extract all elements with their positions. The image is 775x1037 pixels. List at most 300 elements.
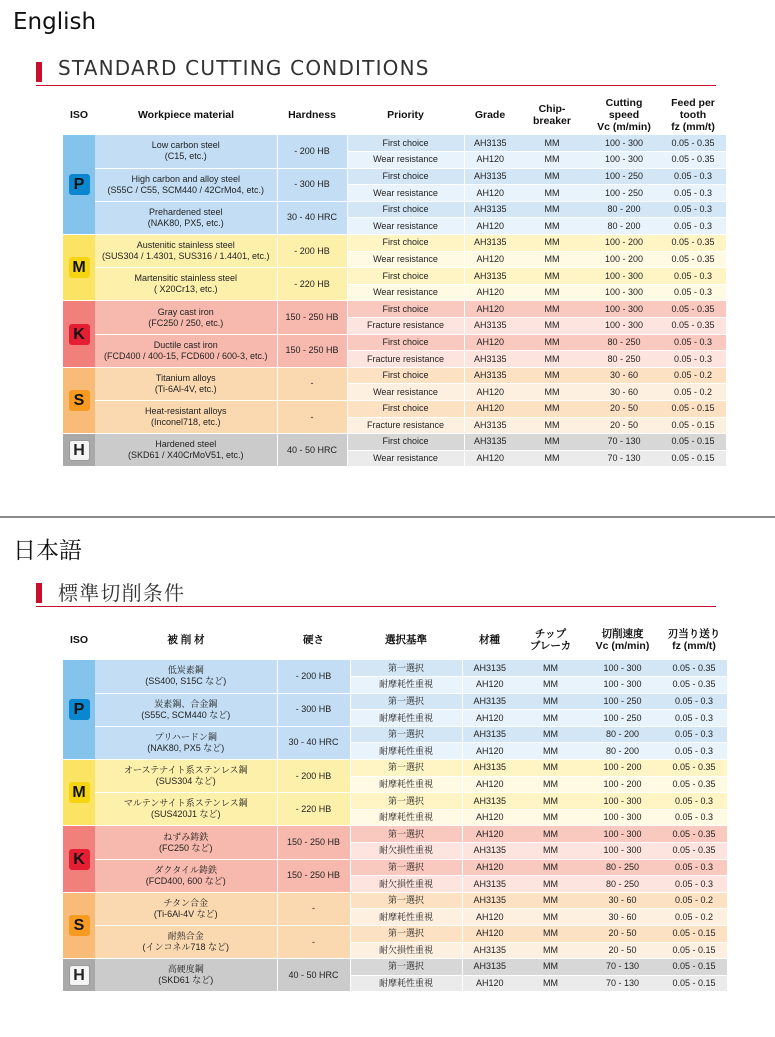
- workpiece-material-cell: [95, 760, 277, 793]
- table-row: [63, 334, 726, 351]
- hardness-cell: -: [277, 401, 347, 434]
- feed-cell: 0.05 - 0.15: [661, 959, 727, 976]
- feed-cell: 0.05 - 0.3: [661, 859, 727, 876]
- grade-cell: AH120: [464, 334, 516, 351]
- section-title-ja: [36, 582, 716, 608]
- title-rule: [36, 85, 716, 86]
- hardness-cell: - 200 HB: [277, 660, 350, 693]
- feed-cell: 0.05 - 0.3: [660, 284, 726, 301]
- priority-cell: First choice: [347, 434, 464, 451]
- hardness-cell: -: [277, 367, 347, 400]
- table-row: [63, 434, 726, 451]
- chipbreaker-cell: MM: [516, 301, 588, 318]
- priority-cell: 耐摩耗性重視: [350, 809, 462, 826]
- material-examples: (Ti-6Al-4V, etc.): [154, 383, 217, 394]
- chipbreaker-cell: MM: [517, 710, 584, 727]
- grade-cell: AH120: [462, 909, 517, 926]
- page-title: STANDARD CUTTING CONDITIONS: [58, 56, 430, 80]
- chipbreaker-cell: MM: [516, 450, 588, 467]
- page-title: 標準切削条件: [58, 581, 186, 605]
- material-examples: (NAK80, PX5 など): [147, 742, 225, 753]
- workpiece-material-cell: [95, 793, 277, 826]
- hardness-cell: - 300 HB: [277, 693, 350, 726]
- priority-cell: 耐摩耗性重視: [350, 909, 462, 926]
- priority-cell: First choice: [347, 301, 464, 318]
- cutting-speed-cell: 80 - 250: [588, 351, 660, 368]
- header-material: 被 削 材: [167, 634, 205, 646]
- iso-h-badge: H: [69, 965, 90, 986]
- priority-cell: First choice: [347, 401, 464, 418]
- workpiece-material-cell: [95, 959, 277, 992]
- grade-cell: AH3135: [462, 942, 517, 959]
- cutting-speed-cell: 80 - 200: [584, 743, 661, 760]
- feed-cell: 0.05 - 0.35: [660, 318, 726, 335]
- material-name: Gray cast iron: [157, 306, 214, 317]
- feed-cell: 0.05 - 0.15: [660, 417, 726, 434]
- table-row: [63, 301, 726, 318]
- table-row: [63, 859, 727, 876]
- iso-group-cell: [63, 434, 95, 467]
- priority-cell: Wear resistance: [347, 284, 464, 301]
- feed-cell: 0.05 - 0.3: [661, 710, 727, 727]
- header-vc-line3: Vc (m/min): [597, 121, 651, 133]
- feed-cell: 0.05 - 0.3: [661, 809, 727, 826]
- feed-cell: 0.05 - 0.3: [660, 334, 726, 351]
- hardness-cell: 40 - 50 HRC: [277, 434, 347, 467]
- feed-cell: 0.05 - 0.35: [660, 152, 726, 169]
- header-chipbreaker: [516, 95, 588, 135]
- priority-cell: Wear resistance: [347, 450, 464, 467]
- chipbreaker-cell: MM: [517, 760, 584, 777]
- cutting-speed-cell: 20 - 50: [584, 942, 661, 959]
- workpiece-material-cell: [95, 201, 277, 234]
- material-examples: (Ti-6Al-4V など): [153, 908, 218, 919]
- priority-cell: Wear resistance: [347, 152, 464, 169]
- header-material: Workpiece material: [137, 109, 235, 121]
- feed-cell: 0.05 - 0.15: [660, 450, 726, 467]
- workpiece-material-cell: [95, 859, 277, 892]
- chipbreaker-cell: MM: [516, 401, 588, 418]
- priority-cell: 第一選択: [350, 793, 462, 810]
- chipbreaker-cell: MM: [517, 793, 584, 810]
- header-cutting-speed: [588, 95, 660, 135]
- table-row: [63, 367, 726, 384]
- cutting-speed-cell: 100 - 300: [588, 135, 660, 152]
- cutting-speed-cell: 100 - 200: [588, 235, 660, 252]
- feed-cell: 0.05 - 0.15: [661, 975, 727, 992]
- hardness-cell: -: [277, 926, 350, 959]
- chipbreaker-cell: MM: [517, 726, 584, 743]
- workpiece-material-cell: [95, 892, 277, 925]
- feed-cell: 0.05 - 0.3: [660, 201, 726, 218]
- chipbreaker-cell: MM: [516, 334, 588, 351]
- section-divider: [0, 516, 775, 518]
- cutting-speed-cell: 80 - 200: [584, 726, 661, 743]
- workpiece-material-cell: [95, 235, 277, 268]
- chipbreaker-cell: MM: [516, 384, 588, 401]
- hardness-cell: 40 - 50 HRC: [277, 959, 350, 992]
- header-vc-line2: Vc (m/min): [595, 640, 650, 652]
- material-name: Ductile cast iron: [153, 339, 218, 350]
- chipbreaker-cell: MM: [516, 434, 588, 451]
- iso-s-badge: S: [69, 915, 90, 936]
- cutting-speed-cell: 100 - 300: [588, 268, 660, 285]
- material-examples: (FCD400, 600 など): [145, 875, 226, 886]
- table-row: [63, 693, 727, 710]
- material-examples: (S55C, SCM440 など): [141, 709, 231, 720]
- priority-cell: 耐摩耗性重視: [350, 975, 462, 992]
- feed-cell: 0.05 - 0.15: [660, 434, 726, 451]
- material-name: Titanium alloys: [155, 372, 216, 383]
- material-name: Heat-resistant alloys: [144, 406, 227, 417]
- cutting-speed-cell: 30 - 60: [584, 892, 661, 909]
- feed-cell: 0.05 - 0.3: [661, 876, 727, 893]
- cutting-speed-cell: 80 - 250: [588, 334, 660, 351]
- chipbreaker-cell: MM: [516, 185, 588, 202]
- cutting-speed-cell: 100 - 300: [588, 152, 660, 169]
- cutting-speed-cell: 100 - 250: [584, 710, 661, 727]
- cutting-speed-cell: 20 - 50: [588, 417, 660, 434]
- material-name: 高硬度鋼: [167, 964, 204, 975]
- priority-cell: First choice: [347, 334, 464, 351]
- header-grade: 材種: [479, 634, 500, 646]
- grade-cell: AH120: [464, 401, 516, 418]
- chipbreaker-cell: MM: [516, 201, 588, 218]
- priority-cell: Wear resistance: [347, 185, 464, 202]
- header-hardness: 硬さ: [303, 634, 324, 646]
- grade-cell: AH120: [464, 284, 516, 301]
- iso-m-badge: M: [69, 257, 90, 278]
- feed-cell: 0.05 - 0.15: [660, 401, 726, 418]
- grade-cell: AH120: [462, 677, 517, 694]
- header-chip-line2: ブレーカ: [529, 640, 572, 652]
- hardness-cell: 30 - 40 HRC: [277, 726, 350, 759]
- cutting-speed-cell: 100 - 250: [588, 168, 660, 185]
- hardness-cell: - 300 HB: [277, 168, 347, 201]
- workpiece-material-cell: [95, 726, 277, 759]
- hardness-cell: 150 - 250 HB: [277, 301, 347, 334]
- material-examples: (FC250 / 250, etc.): [148, 317, 224, 328]
- priority-cell: 第一選択: [350, 892, 462, 909]
- priority-cell: 第一選択: [350, 693, 462, 710]
- grade-cell: AH3135: [462, 843, 517, 860]
- grade-cell: AH3135: [462, 892, 517, 909]
- header-chip-line2: breaker: [533, 115, 571, 127]
- table-row: [63, 760, 727, 777]
- iso-h-badge: H: [69, 440, 90, 461]
- grade-cell: AH120: [464, 218, 516, 235]
- header-vc-line1: 切削速度: [601, 628, 644, 640]
- iso-group-cell: [63, 892, 95, 958]
- hardness-cell: 150 - 250 HB: [277, 826, 350, 859]
- header-fz-line2: tooth: [679, 109, 707, 121]
- chipbreaker-cell: MM: [517, 826, 584, 843]
- iso-group-cell: [63, 826, 95, 892]
- grade-cell: AH3135: [464, 318, 516, 335]
- cutting-speed-cell: 80 - 200: [588, 201, 660, 218]
- chipbreaker-cell: MM: [516, 351, 588, 368]
- grade-cell: AH120: [464, 251, 516, 268]
- feed-cell: 0.05 - 0.3: [660, 185, 726, 202]
- material-examples: (S55C / C55, SCM440 / 42CrMo4, etc.): [107, 184, 265, 195]
- grade-cell: AH120: [464, 384, 516, 401]
- cutting-speed-cell: 30 - 60: [584, 909, 661, 926]
- priority-cell: 第一選択: [350, 959, 462, 976]
- feed-cell: 0.05 - 0.3: [661, 726, 727, 743]
- chipbreaker-cell: MM: [516, 417, 588, 434]
- grade-cell: AH120: [462, 975, 517, 992]
- cutting-speed-cell: 80 - 200: [588, 218, 660, 235]
- chipbreaker-cell: MM: [517, 942, 584, 959]
- grade-cell: AH3135: [464, 235, 516, 252]
- feed-cell: 0.05 - 0.2: [661, 909, 727, 926]
- iso-group-cell: [63, 301, 95, 367]
- priority-cell: First choice: [347, 268, 464, 285]
- hardness-cell: - 200 HB: [277, 235, 347, 268]
- grade-cell: AH3135: [462, 726, 517, 743]
- cutting-speed-cell: 20 - 50: [588, 401, 660, 418]
- grade-cell: AH120: [464, 152, 516, 169]
- iso-group-cell: [63, 660, 95, 760]
- grade-cell: AH3135: [464, 201, 516, 218]
- grade-cell: AH120: [462, 859, 517, 876]
- hardness-cell: -: [277, 892, 350, 925]
- hardness-cell: - 200 HB: [277, 760, 350, 793]
- material-examples: (NAK80, PX5, etc.): [147, 217, 224, 228]
- table-row: [63, 268, 726, 285]
- chipbreaker-cell: MM: [517, 743, 584, 760]
- material-name: 耐熱合金: [167, 931, 204, 942]
- iso-group-cell: [63, 367, 95, 433]
- workpiece-material-cell: [95, 826, 277, 859]
- header-cutting-speed: [584, 620, 661, 660]
- hardness-cell: 150 - 250 HB: [277, 334, 347, 367]
- feed-cell: 0.05 - 0.3: [660, 351, 726, 368]
- grade-cell: AH3135: [464, 168, 516, 185]
- feed-cell: 0.05 - 0.3: [661, 693, 727, 710]
- table-row: [63, 168, 726, 185]
- grade-cell: AH3135: [462, 760, 517, 777]
- feed-cell: 0.05 - 0.3: [661, 743, 727, 760]
- cutting-speed-cell: 100 - 250: [584, 693, 661, 710]
- cutting-speed-cell: 70 - 130: [588, 450, 660, 467]
- feed-cell: 0.05 - 0.35: [660, 251, 726, 268]
- chipbreaker-cell: MM: [517, 809, 584, 826]
- material-name: プリハードン鋼: [154, 731, 217, 742]
- title-accent-bar: [36, 583, 42, 603]
- chipbreaker-cell: MM: [516, 251, 588, 268]
- material-examples: (SKD61 など): [158, 975, 214, 986]
- table-row: [63, 401, 726, 418]
- chipbreaker-cell: MM: [517, 693, 584, 710]
- chipbreaker-cell: MM: [517, 776, 584, 793]
- workpiece-material-cell: [95, 268, 277, 301]
- table-row: [63, 135, 726, 152]
- cutting-conditions-table-en: [63, 95, 726, 467]
- chipbreaker-cell: MM: [517, 892, 584, 909]
- chipbreaker-cell: MM: [516, 284, 588, 301]
- iso-group-cell: [63, 959, 95, 992]
- priority-cell: Wear resistance: [347, 384, 464, 401]
- grade-cell: AH3135: [462, 660, 517, 677]
- iso-p-badge: P: [69, 174, 90, 195]
- grade-cell: AH3135: [462, 876, 517, 893]
- priority-cell: 耐欠損性重視: [350, 942, 462, 959]
- workpiece-material-cell: [95, 434, 277, 467]
- cutting-speed-cell: 100 - 300: [588, 284, 660, 301]
- priority-cell: 耐摩耗性重視: [350, 710, 462, 727]
- chipbreaker-cell: MM: [516, 268, 588, 285]
- feed-cell: 0.05 - 0.15: [661, 926, 727, 943]
- feed-cell: 0.05 - 0.35: [661, 660, 727, 677]
- grade-cell: AH3135: [464, 417, 516, 434]
- material-name: Low carbon steel: [151, 140, 220, 151]
- header-vc-line2: speed: [608, 109, 640, 121]
- hardness-cell: - 200 HB: [277, 135, 347, 168]
- cutting-speed-cell: 70 - 130: [588, 434, 660, 451]
- feed-cell: 0.05 - 0.15: [661, 942, 727, 959]
- priority-cell: 耐摩耗性重視: [350, 743, 462, 760]
- priority-cell: 第一選択: [350, 726, 462, 743]
- feed-cell: 0.05 - 0.35: [660, 301, 726, 318]
- chipbreaker-cell: MM: [517, 909, 584, 926]
- feed-cell: 0.05 - 0.35: [661, 776, 727, 793]
- chipbreaker-cell: MM: [517, 926, 584, 943]
- hardness-cell: - 220 HB: [277, 268, 347, 301]
- material-examples: (SUS304 など): [155, 776, 216, 787]
- material-name: 低炭素鋼: [167, 665, 204, 676]
- workpiece-material-cell: [95, 660, 277, 693]
- header-priority: Priority: [387, 109, 424, 121]
- header-iso: ISO: [69, 109, 89, 121]
- material-examples: (FCD400 / 400-15, FCD600 / 600-3, etc.): [103, 350, 268, 361]
- feed-cell: 0.05 - 0.3: [660, 168, 726, 185]
- chipbreaker-cell: MM: [517, 859, 584, 876]
- chipbreaker-cell: MM: [517, 843, 584, 860]
- priority-cell: Fracture resistance: [347, 351, 464, 368]
- header-feed: [661, 620, 727, 660]
- material-examples: (SUS304 / 1.4301, SUS316 / 1.4401, etc.): [101, 251, 270, 262]
- priority-cell: Wear resistance: [347, 218, 464, 235]
- workpiece-material-cell: [95, 367, 277, 400]
- workpiece-material-cell: [95, 693, 277, 726]
- priority-cell: Fracture resistance: [347, 318, 464, 335]
- chipbreaker-cell: MM: [517, 959, 584, 976]
- grade-cell: AH3135: [464, 367, 516, 384]
- priority-cell: 耐摩耗性重視: [350, 776, 462, 793]
- chipbreaker-cell: MM: [516, 318, 588, 335]
- priority-cell: 第一選択: [350, 760, 462, 777]
- priority-cell: First choice: [347, 235, 464, 252]
- cutting-speed-cell: 100 - 300: [584, 677, 661, 694]
- cutting-speed-cell: 100 - 200: [584, 760, 661, 777]
- material-examples: ( X20Cr13, etc.): [153, 284, 218, 295]
- header-priority: 選択基準: [385, 634, 427, 646]
- iso-s-badge: S: [69, 390, 90, 411]
- chipbreaker-cell: MM: [516, 235, 588, 252]
- material-name: Prehardened steel: [148, 206, 223, 217]
- material-examples: (インコネル718 など): [142, 942, 229, 953]
- iso-group-cell: [63, 135, 95, 235]
- cutting-speed-cell: 100 - 200: [584, 776, 661, 793]
- material-examples: (SS400, S15C など): [145, 676, 227, 687]
- feed-cell: 0.05 - 0.35: [661, 677, 727, 694]
- table-row: [63, 726, 727, 743]
- priority-cell: 第一選択: [350, 926, 462, 943]
- priority-cell: 耐摩耗性重視: [350, 677, 462, 694]
- header-fz-line2: fz (mm/t): [672, 640, 716, 652]
- grade-cell: AH120: [464, 185, 516, 202]
- grade-cell: AH120: [464, 301, 516, 318]
- grade-cell: AH120: [464, 450, 516, 467]
- grade-cell: AH120: [462, 776, 517, 793]
- iso-group-cell: [63, 760, 95, 826]
- material-name: Austenitic stainless steel: [136, 240, 235, 251]
- feed-cell: 0.05 - 0.35: [661, 760, 727, 777]
- material-name: ダクタイル鋳鉄: [154, 864, 218, 875]
- chipbreaker-cell: MM: [516, 152, 588, 169]
- header-iso: ISO: [69, 634, 89, 646]
- cutting-speed-cell: 100 - 300: [584, 843, 661, 860]
- table-row: [63, 201, 726, 218]
- feed-cell: 0.05 - 0.3: [660, 268, 726, 285]
- chipbreaker-cell: MM: [516, 168, 588, 185]
- workpiece-material-cell: [95, 401, 277, 434]
- iso-k-badge: K: [69, 324, 90, 345]
- language-label-english: English: [13, 9, 97, 35]
- chipbreaker-cell: MM: [517, 975, 584, 992]
- table-row: [63, 793, 727, 810]
- feed-cell: 0.05 - 0.3: [661, 793, 727, 810]
- hardness-cell: 30 - 40 HRC: [277, 201, 347, 234]
- feed-cell: 0.05 - 0.35: [660, 235, 726, 252]
- feed-cell: 0.05 - 0.2: [660, 367, 726, 384]
- header-fz-line3: fz (mm/t): [671, 121, 715, 133]
- grade-cell: AH3135: [464, 135, 516, 152]
- cutting-speed-cell: 30 - 60: [588, 367, 660, 384]
- cutting-speed-cell: 100 - 300: [588, 318, 660, 335]
- cutting-speed-cell: 100 - 300: [584, 826, 661, 843]
- header-chip-line1: Chip-: [538, 103, 566, 115]
- cutting-speed-cell: 70 - 130: [584, 959, 661, 976]
- header-fz-line1: 刃当り送り: [667, 628, 721, 640]
- cutting-speed-cell: 20 - 50: [584, 926, 661, 943]
- workpiece-material-cell: [95, 135, 277, 168]
- grade-cell: AH120: [462, 809, 517, 826]
- material-name: オーステナイト系ステンレス鋼: [123, 765, 248, 776]
- grade-cell: AH120: [462, 826, 517, 843]
- grade-cell: AH3135: [462, 959, 517, 976]
- priority-cell: 第一選択: [350, 859, 462, 876]
- material-examples: (FC250 など): [158, 842, 213, 853]
- priority-cell: First choice: [347, 135, 464, 152]
- feed-cell: 0.05 - 0.35: [660, 135, 726, 152]
- title-accent-bar: [36, 62, 42, 82]
- feed-cell: 0.05 - 0.2: [660, 384, 726, 401]
- hardness-cell: - 220 HB: [277, 793, 350, 826]
- workpiece-material-cell: [95, 301, 277, 334]
- header-feed: [660, 95, 726, 135]
- chipbreaker-cell: MM: [516, 218, 588, 235]
- cutting-speed-cell: 80 - 250: [584, 859, 661, 876]
- header-hardness: Hardness: [288, 109, 336, 121]
- iso-m-badge: M: [69, 782, 90, 803]
- table-row: [63, 959, 727, 976]
- chipbreaker-cell: MM: [517, 677, 584, 694]
- priority-cell: First choice: [347, 367, 464, 384]
- priority-cell: 耐欠損性重視: [350, 843, 462, 860]
- chipbreaker-cell: MM: [517, 876, 584, 893]
